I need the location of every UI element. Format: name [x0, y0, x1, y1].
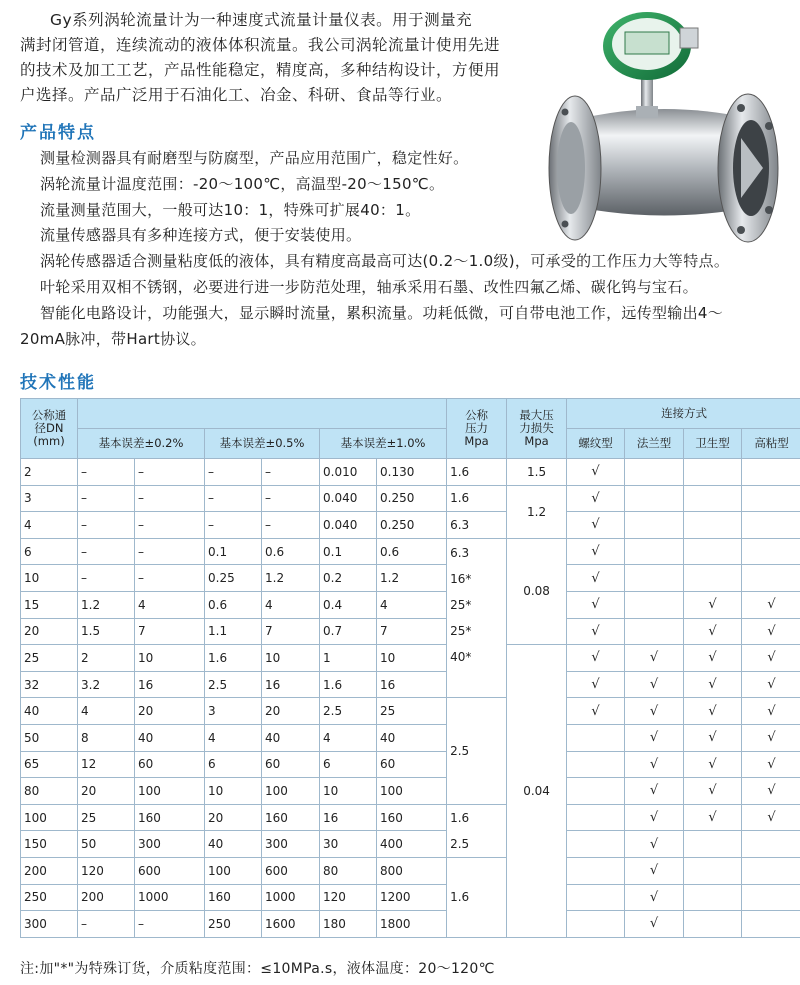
- cell-error-05-max: 7: [262, 618, 320, 645]
- cell-sanitary: [684, 831, 742, 858]
- cell-viscous: [742, 538, 800, 565]
- cell-thread: [567, 857, 625, 884]
- cell-error-10-min: 0.4: [320, 591, 377, 618]
- cell-error-05-min: 3: [205, 698, 262, 725]
- cell-error-02-max: –: [135, 911, 205, 938]
- cell-viscous: √: [742, 804, 800, 831]
- cell-error-05-min: 100: [205, 857, 262, 884]
- cell-thread: √: [567, 645, 625, 672]
- cell-flange: √: [625, 831, 684, 858]
- cell-error-05-min: –: [205, 485, 262, 512]
- pressure-value: 1.6: [450, 464, 470, 479]
- cell-sanitary: [684, 857, 742, 884]
- cell-error-05-min: 6: [205, 751, 262, 778]
- cell-error-05-max: 100: [262, 778, 320, 805]
- cell-error-02-min: 1.5: [78, 618, 135, 645]
- table-row: [21, 778, 800, 805]
- cell-dn: 3: [21, 485, 78, 512]
- intro-line: 户选择。产品广泛用于石油化工、冶金、科研、食品等行业。: [20, 86, 453, 104]
- cell-error-10-max: 0.6: [377, 538, 447, 565]
- cell-error-05-min: 4: [205, 724, 262, 751]
- cell-dn: 150: [21, 831, 78, 858]
- pressure-value: 6.3: [450, 517, 470, 532]
- cell-viscous: √: [742, 591, 800, 618]
- header-pressure-loss: 最大压 力损失 Mpa: [507, 399, 567, 459]
- intro-line: Gy系列涡轮流量计为一种速度式流量计量仪表。用于测量充: [50, 11, 473, 29]
- feature-item: 涡轮传感器适合测量粘度低的液体，具有精度高最高可达(0.2～1.0级)，可承受的工作压力大等特点。: [40, 252, 730, 271]
- cell-error-05-max: 20: [262, 698, 320, 725]
- cell-flange: [625, 485, 684, 512]
- cell-error-05-max: 10: [262, 645, 320, 672]
- cell-flange: √: [625, 671, 684, 698]
- header-connection: 连接方式: [567, 399, 800, 429]
- cell-thread: [567, 884, 625, 911]
- cell-error-05-max: 160: [262, 804, 320, 831]
- pressure-value: 25*: [450, 598, 472, 613]
- cell-error-10-max: 100: [377, 778, 447, 805]
- cell-sanitary: [684, 485, 742, 512]
- cell-error-05-min: 250: [205, 911, 262, 938]
- cell-error-02-max: 300: [135, 831, 205, 858]
- cell-flange: [625, 591, 684, 618]
- header-error-02: 基本误差±0.2%: [78, 429, 205, 459]
- cell-error-10-min: 10: [320, 778, 377, 805]
- cell-flange: [625, 618, 684, 645]
- cell-pressure: [447, 459, 507, 486]
- cell-pressure-loss: 0.08: [507, 538, 567, 644]
- cell-error-05-min: 20: [205, 804, 262, 831]
- pressure-value: 2.5: [450, 744, 470, 759]
- feature-item: 流量测量范围大，一般可达10：1，特殊可扩展40：1。: [40, 200, 421, 219]
- cell-pressure: [447, 857, 507, 937]
- cell-viscous: √: [742, 698, 800, 725]
- cell-error-05-max: 300: [262, 831, 320, 858]
- header-error-05: 基本误差±0.5%: [205, 429, 320, 459]
- cell-error-05-min: 2.5: [205, 671, 262, 698]
- cell-flange: √: [625, 724, 684, 751]
- cell-sanitary: √: [684, 751, 742, 778]
- cell-error-10-max: 0.250: [377, 512, 447, 539]
- cell-error-10-max: 1800: [377, 911, 447, 938]
- cell-error-05-min: –: [205, 459, 262, 486]
- cell-thread: √: [567, 591, 625, 618]
- cell-thread: √: [567, 512, 625, 539]
- intro-line: 满封闭管道，连续流动的液体体积流量。我公司涡轮流量计使用先进: [20, 36, 501, 54]
- cell-error-02-max: –: [135, 485, 205, 512]
- table-row: [21, 459, 800, 486]
- cell-error-10-max: 400: [377, 831, 447, 858]
- table-row: [21, 724, 800, 751]
- cell-viscous: √: [742, 751, 800, 778]
- cell-sanitary: [684, 884, 742, 911]
- cell-pressure-loss: 1.5: [507, 459, 567, 486]
- cell-error-10-max: 1.2: [377, 565, 447, 592]
- features-list: [20, 146, 790, 352]
- cell-error-02-min: 4: [78, 698, 135, 725]
- cell-error-10-max: 16: [377, 671, 447, 698]
- cell-error-10-min: 0.2: [320, 565, 377, 592]
- cell-thread: √: [567, 485, 625, 512]
- cell-dn: 2: [21, 459, 78, 486]
- cell-flange: √: [625, 645, 684, 672]
- table-row: [21, 911, 800, 938]
- feature-item: 20mA脉冲，带Hart协议。: [20, 329, 206, 348]
- cell-dn: 10: [21, 565, 78, 592]
- cell-pressure: [447, 804, 507, 857]
- cell-error-10-max: 7: [377, 618, 447, 645]
- cell-error-05-max: 0.6: [262, 538, 320, 565]
- cell-error-10-max: 40: [377, 724, 447, 751]
- feature-item: 叶轮采用双相不锈钢，必要进行进一步防范处理，轴承采用石墨、改性四氟乙烯、碳化钨与宝石。: [40, 277, 698, 296]
- cell-error-10-min: 4: [320, 724, 377, 751]
- table-row: [21, 538, 800, 565]
- cell-sanitary: √: [684, 645, 742, 672]
- cell-error-02-max: 40: [135, 724, 205, 751]
- cell-flange: √: [625, 751, 684, 778]
- cell-error-05-min: 1.6: [205, 645, 262, 672]
- cell-viscous: [742, 884, 800, 911]
- cell-flange: [625, 459, 684, 486]
- footnote: 注:加"*"为特殊订货，介质粘度范围：≤10MPa.s，液体温度：20～120℃: [20, 961, 495, 977]
- cell-error-10-min: 0.040: [320, 485, 377, 512]
- pressure-value: 1.6: [450, 890, 470, 905]
- cell-sanitary: √: [684, 618, 742, 645]
- header-error-10: 基本误差±1.0%: [320, 429, 447, 459]
- cell-error-10-min: 0.040: [320, 512, 377, 539]
- pressure-value: 25*: [450, 624, 472, 639]
- cell-sanitary: √: [684, 724, 742, 751]
- table-row: [21, 751, 800, 778]
- cell-error-02-max: –: [135, 459, 205, 486]
- spec-title: 技术性能: [20, 373, 96, 393]
- cell-error-02-min: –: [78, 911, 135, 938]
- cell-error-10-min: 0.7: [320, 618, 377, 645]
- cell-error-10-max: 0.250: [377, 485, 447, 512]
- cell-thread: √: [567, 698, 625, 725]
- cell-error-10-max: 160: [377, 804, 447, 831]
- cell-error-02-min: –: [78, 538, 135, 565]
- header-pressure: 公称 压力 Mpa: [447, 399, 507, 459]
- feature-item: 流量传感器具有多种连接方式，便于安装使用。: [40, 226, 362, 245]
- cell-error-05-max: –: [262, 459, 320, 486]
- cell-error-02-max: 10: [135, 645, 205, 672]
- cell-dn: 20: [21, 618, 78, 645]
- spec-table: [20, 398, 800, 938]
- cell-error-10-max: 60: [377, 751, 447, 778]
- cell-viscous: [742, 831, 800, 858]
- cell-dn: 200: [21, 857, 78, 884]
- cell-flange: √: [625, 857, 684, 884]
- cell-error-10-min: 1: [320, 645, 377, 672]
- cell-sanitary: [684, 538, 742, 565]
- table-row: [21, 618, 800, 645]
- cell-error-02-min: 8: [78, 724, 135, 751]
- cell-flange: √: [625, 698, 684, 725]
- table-row: [21, 698, 800, 725]
- cell-dn: 50: [21, 724, 78, 751]
- pressure-value: 1.6: [450, 810, 470, 825]
- cell-error-05-max: –: [262, 485, 320, 512]
- cell-error-05-max: 1600: [262, 911, 320, 938]
- cell-error-02-min: 12: [78, 751, 135, 778]
- cell-viscous: [742, 485, 800, 512]
- cell-error-02-min: –: [78, 565, 135, 592]
- cell-thread: √: [567, 671, 625, 698]
- cell-sanitary: [684, 512, 742, 539]
- cell-error-02-max: 7: [135, 618, 205, 645]
- cell-viscous: √: [742, 724, 800, 751]
- cell-dn: 65: [21, 751, 78, 778]
- feature-item: 涡轮流量计温度范围：-20～100℃，高温型-20～150℃。: [40, 174, 445, 193]
- cell-pressure: [447, 512, 507, 539]
- cell-error-02-max: –: [135, 512, 205, 539]
- cell-error-10-min: 1.6: [320, 671, 377, 698]
- cell-flange: √: [625, 804, 684, 831]
- cell-pressure: [447, 698, 507, 804]
- cell-error-02-max: –: [135, 565, 205, 592]
- pressure-value: 1.6: [450, 491, 470, 506]
- cell-error-05-max: 60: [262, 751, 320, 778]
- cell-error-10-min: 6: [320, 751, 377, 778]
- cell-error-05-min: 1.1: [205, 618, 262, 645]
- cell-error-02-min: 1.2: [78, 591, 135, 618]
- cell-thread: √: [567, 538, 625, 565]
- cell-viscous: [742, 565, 800, 592]
- cell-dn: 4: [21, 512, 78, 539]
- cell-flange: [625, 512, 684, 539]
- cell-pressure-loss: 0.04: [507, 645, 567, 938]
- cell-error-05-max: 4: [262, 591, 320, 618]
- cell-flange: √: [625, 778, 684, 805]
- table-row: [21, 857, 800, 884]
- header-viscous: 高粘型: [742, 429, 800, 459]
- table-row: [21, 512, 800, 539]
- cell-viscous: [742, 459, 800, 486]
- cell-dn: 32: [21, 671, 78, 698]
- cell-thread: √: [567, 565, 625, 592]
- cell-dn: 40: [21, 698, 78, 725]
- cell-viscous: √: [742, 645, 800, 672]
- header-thread: 螺纹型: [567, 429, 625, 459]
- cell-flange: [625, 565, 684, 592]
- pressure-value: 2.5: [450, 836, 470, 851]
- cell-error-05-max: –: [262, 512, 320, 539]
- cell-error-02-max: 4: [135, 591, 205, 618]
- cell-sanitary: [684, 459, 742, 486]
- cell-dn: 80: [21, 778, 78, 805]
- table-row: [21, 591, 800, 618]
- cell-error-05-min: –: [205, 512, 262, 539]
- pressure-value: 6.3: [450, 546, 470, 561]
- table-row: [21, 485, 800, 512]
- cell-error-10-min: 180: [320, 911, 377, 938]
- cell-error-05-max: 600: [262, 857, 320, 884]
- cell-flange: √: [625, 911, 684, 938]
- cell-sanitary: [684, 565, 742, 592]
- cell-error-02-min: 20: [78, 778, 135, 805]
- cell-pressure: [447, 485, 507, 512]
- cell-error-05-max: 16: [262, 671, 320, 698]
- feature-item: 测量检测器具有耐磨型与防腐型，产品应用范围广，稳定性好。: [40, 149, 469, 167]
- cell-error-05-min: 0.1: [205, 538, 262, 565]
- cell-error-02-max: 60: [135, 751, 205, 778]
- cell-error-02-min: –: [78, 459, 135, 486]
- cell-sanitary: √: [684, 804, 742, 831]
- cell-thread: [567, 804, 625, 831]
- cell-thread: [567, 911, 625, 938]
- cell-error-05-min: 0.25: [205, 565, 262, 592]
- table-row: [21, 884, 800, 911]
- cell-pressure-loss: 1.2: [507, 485, 567, 538]
- cell-error-02-max: –: [135, 538, 205, 565]
- cell-error-02-max: 20: [135, 698, 205, 725]
- cell-thread: [567, 724, 625, 751]
- cell-flange: [625, 538, 684, 565]
- cell-dn: 250: [21, 884, 78, 911]
- cell-thread: [567, 778, 625, 805]
- cell-error-02-min: 2: [78, 645, 135, 672]
- cell-error-10-min: 80: [320, 857, 377, 884]
- table-row: [21, 645, 800, 672]
- cell-error-10-min: 16: [320, 804, 377, 831]
- cell-viscous: √: [742, 671, 800, 698]
- pressure-value: [450, 670, 503, 696]
- cell-viscous: √: [742, 778, 800, 805]
- cell-error-02-min: 120: [78, 857, 135, 884]
- cell-error-02-min: 3.2: [78, 671, 135, 698]
- cell-sanitary: √: [684, 778, 742, 805]
- cell-error-02-max: 16: [135, 671, 205, 698]
- feature-item: 智能化电路设计，功能强大，显示瞬时流量，累积流量。功耗低微，可自带电池工作，远传型输出4～: [40, 303, 724, 322]
- cell-error-02-min: 200: [78, 884, 135, 911]
- cell-error-10-max: 800: [377, 857, 447, 884]
- cell-error-02-max: 160: [135, 804, 205, 831]
- cell-error-02-min: –: [78, 512, 135, 539]
- cell-error-02-min: 25: [78, 804, 135, 831]
- cell-error-02-max: 100: [135, 778, 205, 805]
- cell-error-05-min: 40: [205, 831, 262, 858]
- cell-dn: 15: [21, 591, 78, 618]
- intro-paragraph: [20, 8, 540, 108]
- header-sanitary: 卫生型: [684, 429, 742, 459]
- cell-pressure: [447, 538, 507, 698]
- spec-table-body: [21, 459, 800, 938]
- cell-viscous: [742, 512, 800, 539]
- cell-error-10-min: 2.5: [320, 698, 377, 725]
- cell-thread: [567, 831, 625, 858]
- cell-error-05-max: 40: [262, 724, 320, 751]
- cell-error-05-min: 160: [205, 884, 262, 911]
- cell-thread: √: [567, 618, 625, 645]
- cell-error-10-max: 0.130: [377, 459, 447, 486]
- cell-viscous: √: [742, 618, 800, 645]
- cell-error-02-min: –: [78, 485, 135, 512]
- cell-thread: [567, 751, 625, 778]
- cell-dn: 6: [21, 538, 78, 565]
- header-flange: 法兰型: [625, 429, 684, 459]
- cell-dn: 100: [21, 804, 78, 831]
- cell-error-05-max: 1000: [262, 884, 320, 911]
- cell-sanitary: √: [684, 698, 742, 725]
- cell-flange: √: [625, 884, 684, 911]
- cell-error-10-min: 0.1: [320, 538, 377, 565]
- cell-error-10-max: 25: [377, 698, 447, 725]
- table-row: [21, 831, 800, 858]
- cell-dn: 300: [21, 911, 78, 938]
- features-title: 产品特点: [20, 123, 96, 143]
- cell-dn: 25: [21, 645, 78, 672]
- cell-sanitary: [684, 911, 742, 938]
- cell-sanitary: √: [684, 671, 742, 698]
- table-row: [21, 671, 800, 698]
- cell-error-10-max: 4: [377, 591, 447, 618]
- cell-error-02-max: 1000: [135, 884, 205, 911]
- cell-error-10-max: 10: [377, 645, 447, 672]
- table-row: [21, 565, 800, 592]
- cell-error-05-max: 1.2: [262, 565, 320, 592]
- cell-error-10-min: 0.010: [320, 459, 377, 486]
- cell-error-10-min: 120: [320, 884, 377, 911]
- cell-error-10-min: 30: [320, 831, 377, 858]
- cell-viscous: [742, 911, 800, 938]
- cell-thread: √: [567, 459, 625, 486]
- cell-error-02-min: 50: [78, 831, 135, 858]
- cell-error-10-max: 1200: [377, 884, 447, 911]
- header-error-group: [78, 399, 447, 429]
- cell-viscous: [742, 857, 800, 884]
- cell-sanitary: √: [684, 591, 742, 618]
- pressure-value: 40*: [450, 650, 472, 665]
- pressure-value: 16*: [450, 572, 472, 587]
- cell-error-05-min: 0.6: [205, 591, 262, 618]
- table-row: [21, 804, 800, 831]
- cell-error-02-max: 600: [135, 857, 205, 884]
- intro-line: 的技术及加工工艺，产品性能稳定，精度高，多种结构设计，方便用: [20, 61, 501, 79]
- header-dn: 公称通 径DN (mm): [21, 399, 78, 459]
- cell-error-05-min: 10: [205, 778, 262, 805]
